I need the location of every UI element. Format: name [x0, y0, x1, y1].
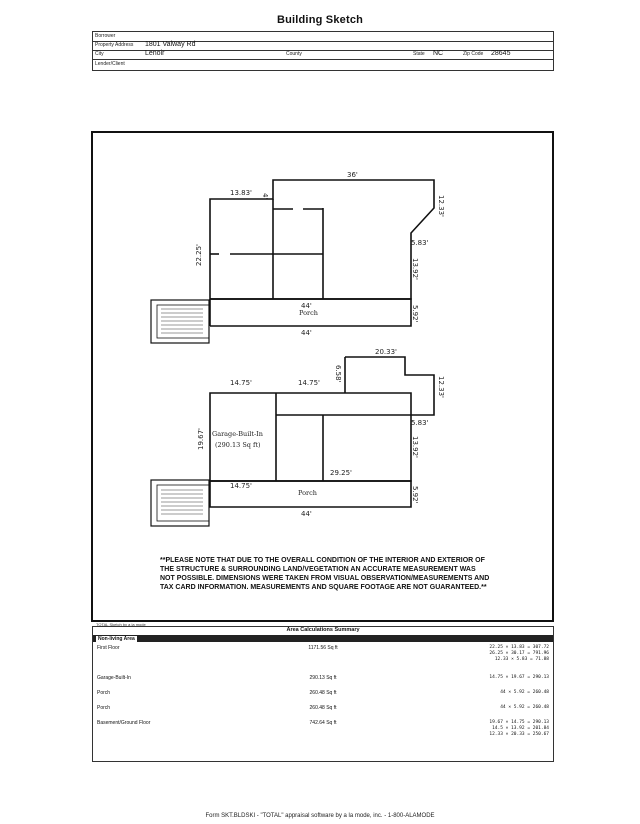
upper-porch-label: Porch	[299, 309, 318, 317]
area-calculations-summary	[92, 626, 554, 762]
dim-upper-right: 12.33'	[437, 195, 445, 217]
dim-upper-step: 5.83'	[411, 239, 429, 247]
table-row: Basement/Ground Floor 742.64 Sq ft 19.67 × 14.75 = 290.13 14.5 × 13.92 = 201.84 12.33 × 20.33 = 250.67	[97, 720, 549, 737]
city-row	[93, 50, 553, 60]
dim-upper-top: 36'	[347, 171, 358, 179]
page-title: Building Sketch	[276, 14, 364, 26]
lender-row	[93, 60, 553, 69]
dim-upper-porch-bottom: 44'	[301, 329, 312, 337]
dim-lower-left-side: 19.67'	[197, 428, 205, 450]
table-row: Porch 260.48 Sq ft 44 × 5.92 = 260.48	[97, 705, 549, 711]
table-row: First Floor 1171.56 Sq ft 22.25 × 13.83 = 307.72 26.25 × 30.17 = 791.96 12.33 × 5.83 = 71.88	[97, 645, 549, 662]
county-label: County	[286, 51, 302, 57]
building-sketch-frame	[91, 131, 554, 622]
lower-porch-label: Porch	[298, 489, 317, 497]
dim-lower-left-top: 14.75'	[230, 379, 252, 387]
dim-upper-left-top: 13.83'	[230, 189, 252, 197]
dim-lower-porch-side: 5.92'	[411, 486, 419, 504]
lender-label: Lender/Client	[95, 61, 125, 67]
lower-outline-top	[345, 357, 434, 415]
dim-lower-right-lower: 13.92'	[411, 436, 419, 458]
dim-lower-6-58: 6.58'	[334, 365, 342, 383]
summary-title: Area Calculations Summary	[286, 627, 360, 633]
sketch-credit: TOTAL Sketch by a la mode	[96, 622, 146, 627]
zip-value: 28645	[491, 50, 511, 57]
dim-lower-inner: 29.25'	[330, 469, 352, 477]
dim-upper-porch-side: 5.92'	[411, 305, 419, 323]
zip-label: Zip Code	[463, 51, 484, 57]
dim-upper-right-lower: 13.92'	[411, 258, 419, 280]
upper-outline	[210, 180, 434, 299]
city-label: City	[95, 51, 104, 57]
borrower-label: Borrower	[95, 33, 116, 39]
address-label: Property Address	[95, 42, 134, 48]
table-row: Porch 260.48 Sq ft 44 × 5.92 = 260.48	[97, 690, 549, 696]
dim-lower-right: 12.33'	[437, 376, 445, 398]
dim-upper-porch-top: 44'	[301, 302, 312, 310]
lower-stairs	[151, 480, 209, 526]
garage-label: Garage-Built-In	[212, 430, 263, 438]
table-row: Garage-Built-In 290.13 Sq ft 14.75 × 19.67 = 290.13	[97, 675, 549, 681]
dim-lower-porch-left: 14.75'	[230, 482, 252, 490]
city-value: Lenoir	[145, 50, 165, 57]
dim-upper-left-side: 22.25'	[195, 244, 203, 266]
dim-lower-porch-bottom: 44'	[301, 510, 312, 518]
measurement-disclaimer: **PLEASE NOTE THAT DUE TO THE OVERALL CONDITION OF THE INTERIOR AND EXTERIOR OF THE STRUCTURE & SURROUNDING LAND/VEGETATION AN ACCURATE MEASUREMENT WAS NOT POSSIBLE. DIMENSIONS WERE TAKEN FROM VISUAL OBSERVATION/MEASUREMENTS AND TAX CARD INFORMATION. MEASUREMENTS AND SQUARE FOOTAGE ARE NOT GUARANTEED.**	[160, 557, 490, 591]
garage-area: (290.13 Sq ft)	[215, 441, 261, 449]
summary-section: Non-living Area	[98, 636, 135, 642]
dim-lower-top: 20.33'	[375, 348, 397, 356]
dim-lower-step: 5.83'	[411, 419, 429, 427]
address-value: 1801 Valway Rd	[145, 41, 196, 48]
upper-stairs	[151, 300, 209, 343]
property-header	[92, 31, 554, 71]
state-label: State	[413, 51, 425, 57]
dim-upper-4: 4'	[261, 193, 269, 200]
floor-plan-drawing	[93, 133, 556, 624]
state-value: NC	[433, 50, 444, 57]
form-footer: Form SKT.BLDSKI - "TOTAL" appraisal software by a la mode, inc. - 1-800-ALAMODE	[205, 813, 435, 819]
dim-lower-mid-top: 14.75'	[298, 379, 320, 387]
